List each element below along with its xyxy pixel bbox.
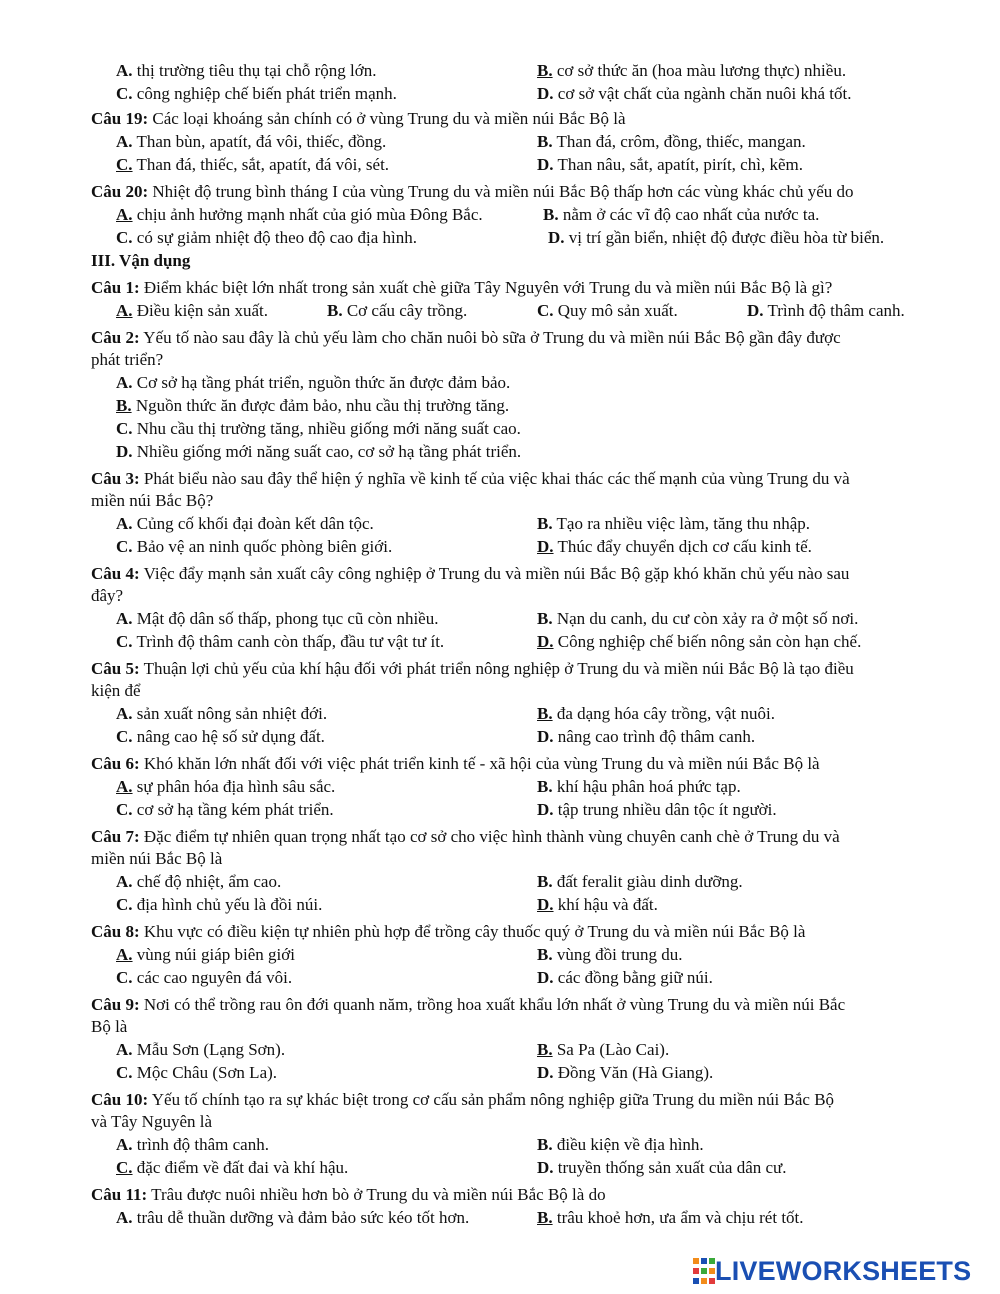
option-q8-b[interactable]: B. vùng đồi trung du. — [537, 945, 683, 964]
option-q18-b[interactable]: B. cơ sở thức ăn (hoa màu lương thực) nhiều. — [537, 61, 847, 80]
option-q19-c[interactable]: C. Than đá, thiếc, sắt, apatít, đá vôi, sét. — [116, 155, 390, 174]
option-q3-d[interactable]: D. Thúc đẩy chuyển dịch cơ cấu kinh tế. — [537, 537, 812, 556]
option-q10-a[interactable]: A. trình độ thâm canh. — [116, 1135, 269, 1154]
option-q9-d[interactable]: D. Đồng Văn (Hà Giang). — [537, 1063, 714, 1082]
question-7-stem: Câu 7: Đặc điểm tự nhiên quan trọng nhất tạo cơ sở cho việc hình thành vùng chuyên canh chè ở Trung du và — [91, 827, 840, 846]
liveworksheets-logo-text: LIVEWORKSHEETS — [715, 1255, 972, 1286]
option-q19-a[interactable]: A. Than bùn, apatít, đá vôi, thiếc, đồng. — [116, 132, 387, 151]
option-q1-a[interactable]: A. Điều kiện sản xuất. — [116, 301, 269, 320]
option-q10-b[interactable]: B. điều kiện về địa hình. — [537, 1135, 704, 1154]
question-20-stem: Câu 20: Nhiệt độ trung bình tháng I của vùng Trung du và miền núi Bắc Bộ thấp hơn các vùng khác chủ yếu do — [91, 182, 854, 201]
option-q11-a[interactable]: A. trâu dễ thuần dưỡng và đảm bảo sức kéo tốt hơn. — [116, 1208, 470, 1227]
question-1-stem: Câu 1: Điểm khác biệt lớn nhất trong sản xuất chè giữa Tây Nguyên với Trung du và miền núi Bắc Bộ là gì? — [91, 278, 833, 297]
option-q1-b[interactable]: B. Cơ cấu cây trồng. — [327, 301, 468, 320]
option-q8-c[interactable]: C. các cao nguyên đá vôi. — [116, 968, 293, 987]
option-q9-b[interactable]: B. Sa Pa (Lào Cai). — [537, 1040, 670, 1059]
question-10-stem: Câu 10: Yếu tố chính tạo ra sự khác biệt trong cơ cấu sản phẩm nông nghiệp giữa Trung du miền núi Bắc Bộ — [91, 1090, 835, 1109]
option-q20-c[interactable]: C. có sự giảm nhiệt độ theo độ cao địa hình. — [116, 228, 417, 247]
option-q7-c[interactable]: C. địa hình chủ yếu là đồi núi. — [116, 895, 323, 914]
option-q5-b[interactable]: B. đa dạng hóa cây trồng, vật nuôi. — [537, 704, 775, 723]
option-q2-c[interactable]: C. Nhu cầu thị trường tăng, nhiều giống mới năng suất cao. — [116, 419, 521, 438]
option-q1-d[interactable]: D. Trình độ thâm canh. — [747, 301, 905, 320]
question-7-stem-cont: miền núi Bắc Bộ là — [91, 849, 223, 868]
question-11-stem: Câu 11: Trâu được nuôi nhiều hơn bò ở Trung du và miền núi Bắc Bộ là do — [91, 1185, 606, 1204]
option-q20-d[interactable]: D. vị trí gần biển, nhiệt độ được điều hòa từ biển. — [548, 228, 885, 247]
question-4-stem: Câu 4: Việc đẩy mạnh sản xuất cây công nghiệp ở Trung du và miền núi Bắc Bộ gặp khó khăn chủ yếu nào sau — [91, 564, 850, 583]
question-2-stem: Câu 2: Yếu tố nào sau đây là chủ yếu làm cho chăn nuôi bò sữa ở Trung du và miền núi Bắc Bộ gần đây được — [91, 328, 841, 347]
option-q7-d[interactable]: D. khí hậu và đất. — [537, 895, 658, 914]
option-q8-a[interactable]: A. vùng núi giáp biên giới — [116, 945, 295, 964]
option-q2-d[interactable]: D. Nhiều giống mới năng suất cao, cơ sở hạ tầng phát triển. — [116, 442, 522, 461]
option-q1-c[interactable]: C. Quy mô sản xuất. — [537, 301, 678, 320]
option-q20-b[interactable]: B. nằm ở các vĩ độ cao nhất của nước ta. — [543, 205, 820, 224]
option-q6-c[interactable]: C. cơ sở hạ tầng kém phát triển. — [116, 800, 334, 819]
question-3-stem-cont: miền núi Bắc Bộ? — [91, 491, 214, 510]
option-q4-b[interactable]: B. Nạn du canh, du cư còn xảy ra ở một số nơi. — [537, 609, 859, 628]
question-2-stem-cont: phát triển? — [91, 350, 164, 369]
question-5-stem-cont: kiện để — [91, 681, 141, 700]
question-10-stem-cont: và Tây Nguyên là — [91, 1112, 213, 1131]
question-19-stem: Câu 19: Các loại khoáng sản chính có ở vùng Trung du và miền núi Bắc Bộ là — [91, 109, 626, 128]
liveworksheets-logo-icon — [693, 1258, 715, 1284]
option-q9-a[interactable]: A. Mẫu Sơn (Lạng Sơn). — [116, 1040, 286, 1059]
option-q19-b[interactable]: B. Than đá, crôm, đồng, thiếc, mangan. — [537, 132, 806, 151]
option-q18-d[interactable]: D. cơ sở vật chất của ngành chăn nuôi khá tốt. — [537, 84, 852, 103]
option-q4-c[interactable]: C. Trình độ thâm canh còn thấp, đầu tư vật tư ít. — [116, 632, 445, 651]
option-q8-d[interactable]: D. các đồng bằng giữ núi. — [537, 968, 713, 987]
option-q7-a[interactable]: A. chế độ nhiệt, ẩm cao. — [116, 872, 282, 891]
section-heading: III. Vận dụng — [91, 251, 191, 270]
option-q5-a[interactable]: A. sản xuất nông sản nhiệt đới. — [116, 704, 328, 723]
option-q2-a[interactable]: A. Cơ sở hạ tầng phát triển, nguồn thức ăn được đảm bảo. — [116, 373, 511, 392]
option-q3-a[interactable]: A. Củng cố khối đại đoàn kết dân tộc. — [116, 514, 374, 533]
option-q10-c[interactable]: C. đặc điểm về đất đai và khí hậu. — [116, 1158, 349, 1177]
question-4-stem-cont: đây? — [91, 586, 124, 605]
liveworksheets-logo[interactable] — [693, 1256, 971, 1286]
question-5-stem: Câu 5: Thuận lợi chủ yếu của khí hậu đối với phát triển nông nghiệp ở Trung du và miền núi Bắc Bộ là tạo điều — [91, 659, 854, 678]
option-q9-c[interactable]: C. Mộc Châu (Sơn La). — [116, 1063, 278, 1082]
option-q5-c[interactable]: C. nâng cao hệ số sử dụng đất. — [116, 727, 325, 746]
option-q11-b[interactable]: B. trâu khoẻ hơn, ưa ẩm và chịu rét tốt. — [537, 1208, 804, 1227]
option-q20-a[interactable]: A. chịu ảnh hưởng mạnh nhất của gió mùa Đông Bắc. — [116, 205, 483, 224]
option-q4-a[interactable]: A. Mật độ dân số thấp, phong tục cũ còn nhiều. — [116, 609, 439, 628]
option-q4-d[interactable]: D. Công nghiệp chế biến nông sản còn hạn chế. — [537, 632, 862, 651]
option-q6-d[interactable]: D. tập trung nhiều dân tộc ít người. — [537, 800, 777, 819]
question-8-stem: Câu 8: Khu vực có điều kiện tự nhiên phù hợp để trồng cây thuốc quý ở Trung du và miền núi Bắc Bộ là — [91, 922, 806, 941]
question-3-stem: Câu 3: Phát biểu nào sau đây thể hiện ý nghĩa về kinh tế của việc khai thác các thế mạnh của vùng Trung du và — [91, 469, 850, 488]
question-9-stem-cont: Bộ là — [91, 1017, 128, 1036]
question-9-stem: Câu 9: Nơi có thể trồng rau ôn đới quanh năm, trồng hoa xuất khẩu lớn nhất ở vùng Trung du và miền núi Bắc — [91, 995, 846, 1014]
option-q6-b[interactable]: B. khí hậu phân hoá phức tạp. — [537, 777, 741, 796]
option-q18-c[interactable]: C. công nghiệp chế biến phát triển mạnh. — [116, 84, 397, 103]
option-q3-c[interactable]: C. Bảo vệ an ninh quốc phòng biên giới. — [116, 537, 393, 556]
option-q10-d[interactable]: D. truyền thống sản xuất của dân cư. — [537, 1158, 787, 1177]
option-q3-b[interactable]: B. Tạo ra nhiều việc làm, tăng thu nhập. — [537, 514, 811, 533]
option-q5-d[interactable]: D. nâng cao trình độ thâm canh. — [537, 727, 756, 746]
option-q2-b[interactable]: B. Nguồn thức ăn được đảm bảo, nhu cầu thị trường tăng. — [116, 396, 510, 415]
question-6-stem: Câu 6: Khó khăn lớn nhất đối với việc phát triển kinh tế - xã hội của vùng Trung du và miền núi Bắc Bộ là — [91, 754, 820, 773]
option-q6-a[interactable]: A. sự phân hóa địa hình sâu sắc. — [116, 777, 336, 796]
option-q7-b[interactable]: B. đất feralit giàu dinh dưỡng. — [537, 872, 743, 891]
option-q19-d[interactable]: D. Than nâu, sắt, apatít, pirít, chì, kẽm. — [537, 155, 803, 174]
option-q18-a[interactable]: A. thị trường tiêu thụ tại chỗ rộng lớn. — [116, 61, 377, 80]
